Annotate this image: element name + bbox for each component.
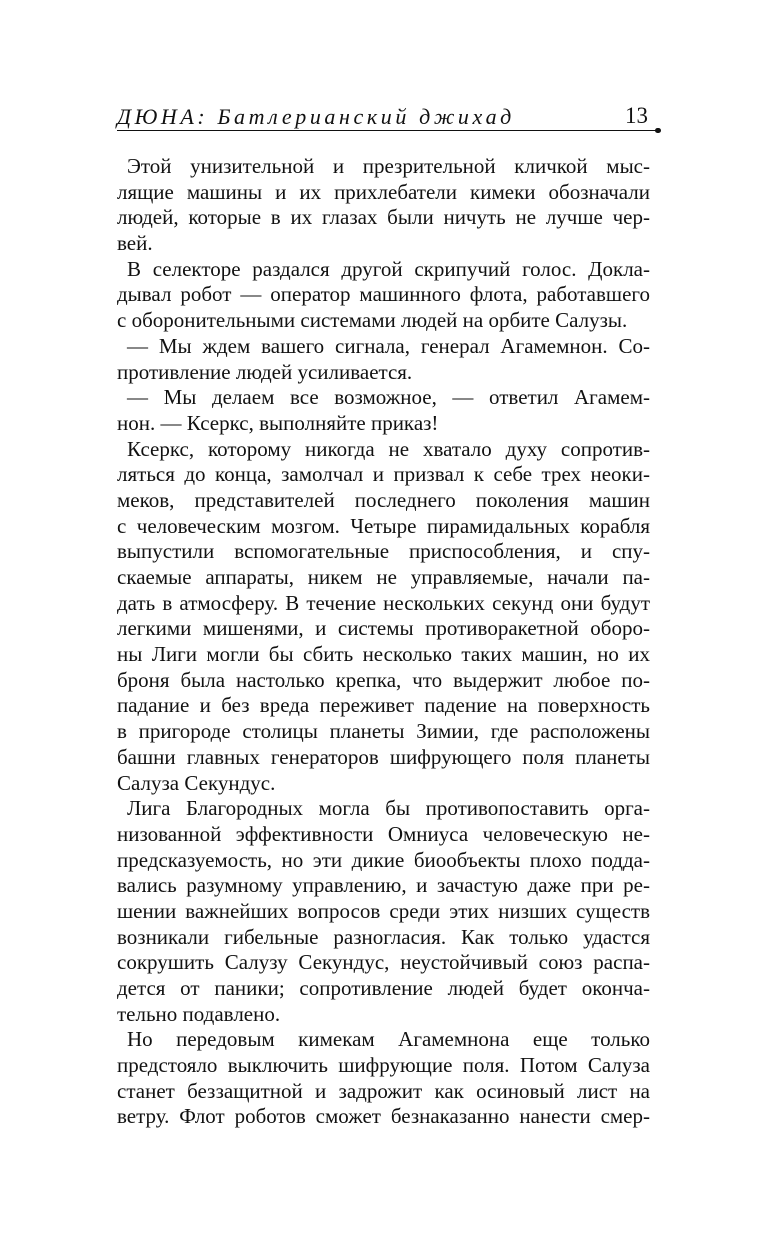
- text-line: броня была настолько крепка, что выдержит любое по-: [117, 667, 650, 692]
- text-line: противление людей усиливается.: [117, 359, 413, 384]
- text-line: — Мы делаем все возможное, — ответил Агамем-: [127, 385, 650, 410]
- header-rule: [117, 130, 657, 131]
- text-line: падание и без вреда переживет падение на поверхность: [117, 693, 650, 718]
- text-line: выпустили вспомогательные приспособления, и спу-: [117, 539, 650, 564]
- text-line: тельно подавлено.: [117, 1001, 281, 1026]
- text-line: Лига Благородных могла бы противопоставить орга-: [127, 796, 650, 821]
- text-line: Ксеркс, которому никогда не хватало духу сопротив-: [127, 436, 650, 461]
- text-line: станет беззащитной и задрожит как осиновый лист на: [117, 1078, 650, 1103]
- text-line: легкими мишенями, и системы противоракетной оборо-: [117, 616, 650, 641]
- text-line: башни главных генераторов шифрующего поля планеты: [117, 744, 650, 769]
- text-line: меков, представителей последнего поколения машин: [117, 487, 650, 512]
- text-line: нон. — Ксеркс, выполняйте приказ!: [117, 410, 439, 435]
- text-line: скаемые аппараты, никем не управляемые, начали па-: [117, 565, 650, 589]
- text-line: ляться до конца, замолчал и призвал к себе трех неоки-: [117, 462, 650, 487]
- text-line: с человеческим мозгом. Четыре пирамидальных корабля: [117, 513, 650, 538]
- body-text: [117, 154, 650, 1130]
- text-line: В селекторе раздался другой скрипучий голос. Докла-: [127, 256, 650, 281]
- text-line: дать в атмосферу. В течение нескольких секунд они будут: [117, 590, 650, 615]
- text-line: ветру. Флот роботов сможет безнаказанно нанести смер-: [117, 1104, 650, 1129]
- text-line: низованной эффективности Омниуса человеческую не-: [117, 821, 650, 846]
- header-rule-dot: [655, 128, 661, 133]
- text-line: возникали гибельные разногласия. Как только удастся: [117, 924, 650, 949]
- text-line: Этой унизительной и презрительной кличкой мыс-: [127, 154, 650, 178]
- page-number: 13: [625, 103, 648, 128]
- text-line: дется от паники; сопротивление людей будет оконча-: [117, 976, 650, 1000]
- text-line: Салуза Секундус.: [117, 770, 276, 795]
- text-line: в пригороде столицы планеты Зимии, где расположены: [117, 719, 650, 744]
- page-header: [117, 100, 662, 132]
- text-line: с оборонительными системами людей на орбите Салузы.: [117, 308, 628, 333]
- text-line: — Мы ждем вашего сигнала, генерал Агамемнон. Со-: [127, 333, 650, 358]
- running-title: ДЮНА: Батлерианский джихад: [117, 104, 515, 129]
- text-line: вей.: [117, 231, 153, 256]
- text-line: шении важнейших вопросов среди этих низших существ: [117, 898, 650, 923]
- text-line: ны Лиги могли бы сбить несколько таких машин, но их: [117, 642, 650, 667]
- text-line: предстояло выключить шифрующие поля. Потом Салуза: [117, 1053, 650, 1078]
- text-line: лящие машины и их прихлебатели кимеки обозначали: [117, 179, 650, 204]
- text-line: вались разумному управлению, и зачастую даже при ре-: [117, 873, 650, 898]
- text-line: дывал робот — оператор машинного флота, работавшего: [117, 282, 650, 307]
- text-line: предсказуемость, но эти дикие биообъекты плохо подда-: [117, 847, 650, 872]
- text-line: Но передовым кимекам Агамемнона еще только: [127, 1027, 650, 1052]
- text-line: сокрушить Салузу Секундус, неустойчивый союз распа-: [117, 950, 650, 975]
- text-line: людей, которые в их глазах были ничуть не лучше чер-: [117, 205, 650, 230]
